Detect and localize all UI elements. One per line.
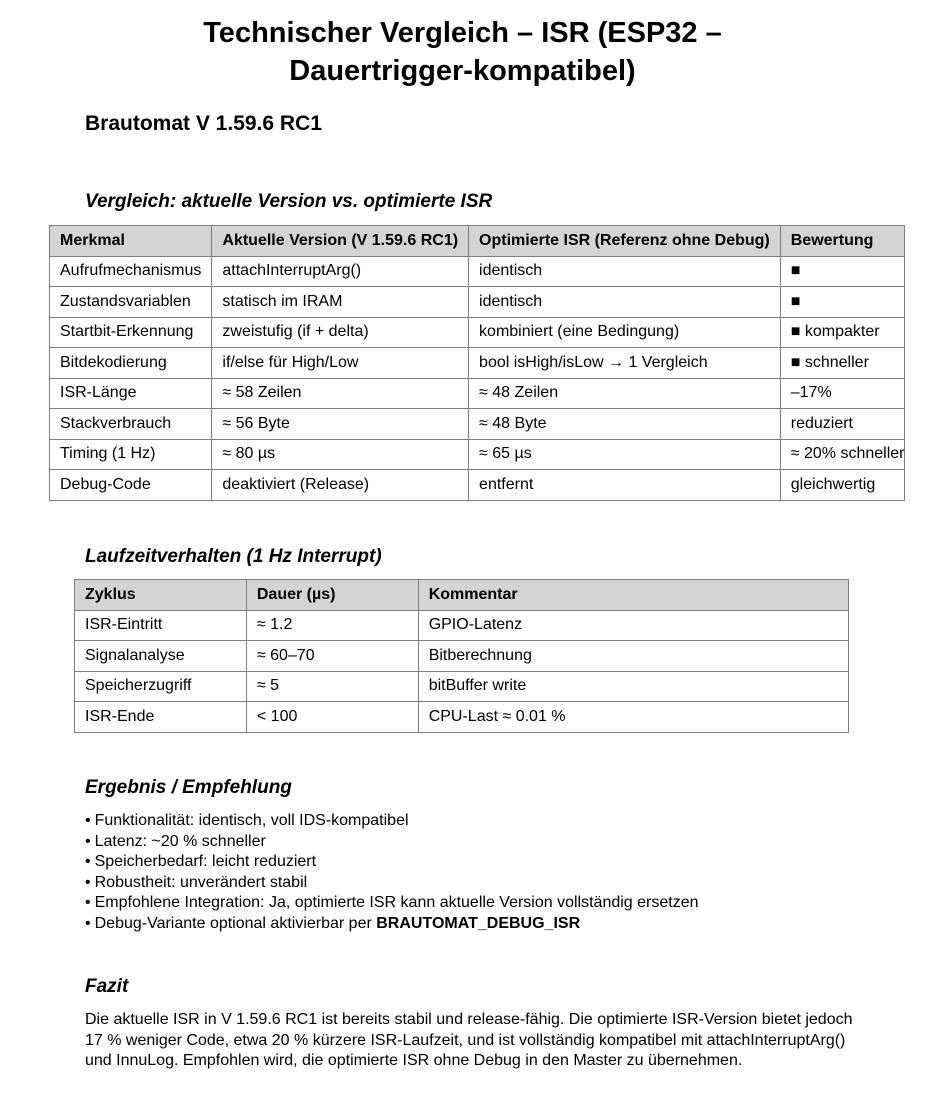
- column-header: Merkmal: [50, 226, 212, 257]
- table-cell: Stackverbrauch: [50, 409, 212, 440]
- document-subtitle: Brautomat V 1.59.6 RC1: [85, 112, 322, 135]
- column-header: Dauer (µs): [246, 580, 418, 611]
- table-row: [50, 439, 905, 470]
- table-cell: ≈ 48 Byte: [469, 409, 781, 440]
- table-cell: ■ kompakter: [780, 317, 905, 348]
- table-cell: ≈ 58 Zeilen: [212, 378, 469, 409]
- column-header: Kommentar: [418, 580, 848, 611]
- table-cell: ≈ 56 Byte: [212, 409, 469, 440]
- document-title: [0, 14, 925, 90]
- list-item: • Latenz: ~20 % schneller: [85, 832, 699, 853]
- table-cell: entfernt: [469, 470, 781, 501]
- table-cell: ISR-Länge: [50, 378, 212, 409]
- table-cell: attachInterruptArg(): [212, 256, 469, 287]
- column-header: Zyklus: [75, 580, 247, 611]
- title-line-2: Dauertrigger-kompatibel): [289, 55, 636, 87]
- table-header-row: [50, 226, 905, 257]
- table-row: [50, 348, 905, 379]
- table-row: [50, 317, 905, 348]
- conclusion-heading: Fazit: [85, 976, 129, 997]
- table-cell: statisch im IRAM: [212, 287, 469, 318]
- table-cell: ISR-Eintritt: [75, 610, 247, 641]
- table-cell: –17%: [780, 378, 905, 409]
- title-line-1: Technischer Vergleich – ISR (ESP32 –: [203, 17, 722, 49]
- table-cell: Debug-Code: [50, 470, 212, 501]
- table-cell: ≈ 60–70: [246, 641, 418, 672]
- table-cell: ISR-Ende: [75, 702, 247, 733]
- table-cell: Timing (1 Hz): [50, 439, 212, 470]
- table-header-row: [75, 580, 849, 611]
- table-row: [50, 409, 905, 440]
- column-header: Bewertung: [780, 226, 905, 257]
- conclusion-text: Die aktuelle ISR in V 1.59.6 RC1 ist bereits stabil und release-fähig. Die optimierte ISR-Version bietet jedoch 17 % weniger Code, etwa 20 % kürzere ISR-Laufzeit, und ist vollständig kompatibel mit attachInterruptArg() und InnuLog. Empfohlen wird, die optimierte ISR ohne Debug in den Master zu übernehmen.: [85, 1011, 853, 1069]
- table-cell: ■: [780, 256, 905, 287]
- table-cell: CPU-Last ≈ 0.01 %: [418, 702, 848, 733]
- table-row: [50, 378, 905, 409]
- table-cell: Startbit-Erkennung: [50, 317, 212, 348]
- table-cell: ≈ 1.2: [246, 610, 418, 641]
- table-cell: bitBuffer write: [418, 671, 848, 702]
- table-cell: Bitberechnung: [418, 641, 848, 672]
- runtime-heading: Laufzeitverhalten (1 Hz Interrupt): [85, 546, 382, 567]
- table-cell: ≈ 65 µs: [469, 439, 781, 470]
- table-cell: gleichwertig: [780, 470, 905, 501]
- result-heading: Ergebnis / Empfehlung: [85, 777, 292, 798]
- list-item-text: Debug-Variante optional aktivierbar per: [94, 914, 377, 932]
- table-cell: Bitdekodierung: [50, 348, 212, 379]
- runtime-table: [74, 579, 849, 733]
- table-cell: identisch: [469, 256, 781, 287]
- table-cell: zweistufig (if + delta): [212, 317, 469, 348]
- column-header: Aktuelle Version (V 1.59.6 RC1): [212, 226, 469, 257]
- table-cell: Zustandsvariablen: [50, 287, 212, 318]
- table-cell: deaktiviert (Release): [212, 470, 469, 501]
- table-row: [75, 702, 849, 733]
- debug-macro-name: BRAUTOMAT_DEBUG_ISR: [376, 914, 581, 932]
- table-cell: if/else für High/Low: [212, 348, 469, 379]
- table-cell: ≈ 48 Zeilen: [469, 378, 781, 409]
- comparison-table: [49, 225, 905, 501]
- comparison-heading: Vergleich: aktuelle Version vs. optimierte ISR: [85, 191, 493, 212]
- table-cell: kombiniert (eine Bedingung): [469, 317, 781, 348]
- table-cell: < 100: [246, 702, 418, 733]
- list-item: • Robustheit: unverändert stabil: [85, 873, 699, 894]
- table-cell: bool isHigh/isLow → 1 Vergleich: [469, 348, 781, 379]
- column-header: Optimierte ISR (Referenz ohne Debug): [469, 226, 781, 257]
- table-cell: ■: [780, 287, 905, 318]
- list-item: • Empfohlene Integration: Ja, optimierte ISR kann aktuelle Version vollständig ersetzen: [85, 893, 699, 914]
- table-cell: Aufrufmechanismus: [50, 256, 212, 287]
- table-row: [50, 256, 905, 287]
- table-cell: Speicherzugriff: [75, 671, 247, 702]
- table-cell: ≈ 20% schneller: [780, 439, 905, 470]
- table-cell: identisch: [469, 287, 781, 318]
- table-row: [75, 671, 849, 702]
- table-cell: ≈ 80 µs: [212, 439, 469, 470]
- table-cell: ≈ 5: [246, 671, 418, 702]
- table-row: [50, 287, 905, 318]
- table-cell: GPIO-Latenz: [418, 610, 848, 641]
- table-row: [50, 470, 905, 501]
- list-item: • Funktionalität: identisch, voll IDS-kompatibel: [85, 811, 699, 832]
- table-cell: ■ schneller: [780, 348, 905, 379]
- table-row: [75, 641, 849, 672]
- table-row: [75, 610, 849, 641]
- table-cell: reduziert: [780, 409, 905, 440]
- list-item: • Speicherbedarf: leicht reduziert: [85, 852, 699, 873]
- list-item: [85, 914, 699, 935]
- table-cell: Signalanalyse: [75, 641, 247, 672]
- result-list: [85, 811, 699, 934]
